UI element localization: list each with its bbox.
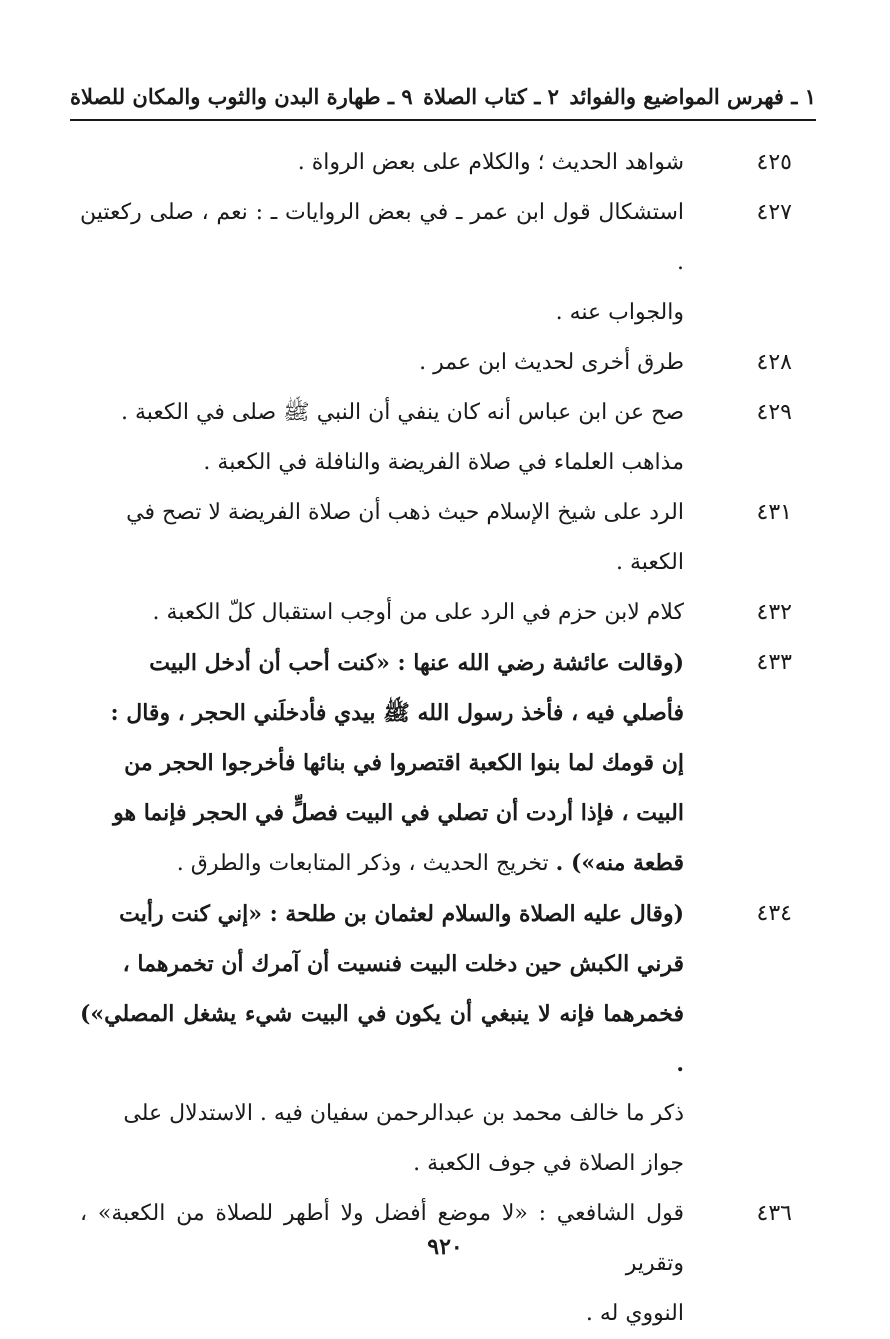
index-entry xyxy=(80,138,810,188)
entry-page-number: ٤٣٤ xyxy=(756,901,792,926)
entry-text-line: جواز الصلاة في جوف الكعبة . xyxy=(413,1151,684,1176)
entry-page-number: ٤٣٣ xyxy=(756,650,792,675)
index-entry xyxy=(80,1189,810,1339)
hadith-text-line: إن قومك لما بنوا الكعبة اقتصروا في بنائها فأخرجوا الحجر من xyxy=(124,750,684,776)
entry-text-line: مذاهب العلماء في صلاة الفريضة والنافلة في الكعبة . xyxy=(203,450,684,475)
entry-text-line: شواهد الحديث ؛ والكلام على بعض الرواة . xyxy=(297,150,684,175)
header-index-title: ١ ـ فهرس المواضيع والفوائد xyxy=(569,83,816,109)
entry-text-line: استشكال قول ابن عمر ـ في بعض الروايات ـ : نعم ، صلى ركعتين . xyxy=(80,200,684,275)
hadith-text-end: قطعة منه») . xyxy=(555,850,684,876)
hadith-text-line: (وقال عليه الصلاة والسلام لعثمان بن طلحة : «إني كنت رأيت xyxy=(119,901,684,927)
page-number: ٩٢٠ xyxy=(427,1234,463,1260)
index-entries xyxy=(80,138,810,1339)
entry-page-number: ٤٣١ xyxy=(756,500,792,525)
entry-page-number: ٤٢٥ xyxy=(756,150,792,175)
hadith-text-line: البيت ، فإذا أردت أن تصلي في البيت فصلٍّ في الحجر فإنما هو xyxy=(113,800,684,826)
hadith-text-line: فأصلي فيه ، فأخذ رسول الله ﷺ بيدي فأدخلَني الحجر ، وقال : xyxy=(110,700,684,726)
entry-text-line: والجواب عنه . xyxy=(555,300,684,325)
index-entry xyxy=(80,188,810,338)
hadith-text-line: (وقالت عائشة رضي الله عنها : «كنت أحب أن أدخل البيت xyxy=(149,650,684,676)
entry-text-line: النووي له . xyxy=(585,1301,684,1326)
entry-text-line: الكعبة . xyxy=(616,550,684,575)
entry-text-line: طرق أخرى لحديث ابن عمر . xyxy=(419,350,684,375)
header-divider xyxy=(70,119,816,121)
entry-page-number: ٤٢٧ xyxy=(756,200,792,225)
running-header xyxy=(70,78,816,114)
entry-text-line: قول الشافعي : «لا موضع أفضل ولا أطهر للصلاة من الكعبة» ، وتقرير xyxy=(80,1201,684,1276)
hadith-text-line: فخمرهما فإنه لا ينبغي أن يكون في البيت شيء يشغل المصلي») . xyxy=(80,1001,684,1077)
entry-page-number: ٤٣٦ xyxy=(756,1201,792,1226)
entry-text-line: كلام لابن حزم في الرد على من أوجب استقبال كلّ الكعبة . xyxy=(152,600,684,625)
entry-page-number: ٤٢٩ xyxy=(756,400,792,425)
index-entry xyxy=(80,889,810,1189)
entry-text-line: ذكر ما خالف محمد بن عبدالرحمن سفيان فيه . الاستدلال على xyxy=(123,1101,684,1126)
index-entry xyxy=(80,488,810,588)
index-entry xyxy=(80,638,810,889)
entry-text-line: صح عن ابن عباس أنه كان ينفي أن النبي ﷺ صلى في الكعبة . xyxy=(121,400,684,425)
index-entry xyxy=(80,588,810,638)
header-book-title: ٢ ـ كتاب الصلاة xyxy=(423,83,559,109)
entry-text-line: الرد على شيخ الإسلام حيث ذهب أن صلاة الفريضة لا تصح في xyxy=(126,500,684,525)
index-entry xyxy=(80,338,810,388)
entry-mixed-line xyxy=(80,838,684,889)
entry-page-number: ٤٣٢ xyxy=(756,600,792,625)
hadith-text-line: قرني الكبش حين دخلت البيت فنسيت أن آمرك أن تخمرهما ، xyxy=(122,951,684,977)
index-entry xyxy=(80,388,810,488)
header-chapter-title: ٩ ـ طهارة البدن والثوب والمكان للصلاة xyxy=(70,83,413,109)
entry-text-fragment: تخريج الحديث ، وذكر المتابعات والطرق . xyxy=(176,851,556,876)
entry-page-number: ٤٢٨ xyxy=(756,350,792,375)
